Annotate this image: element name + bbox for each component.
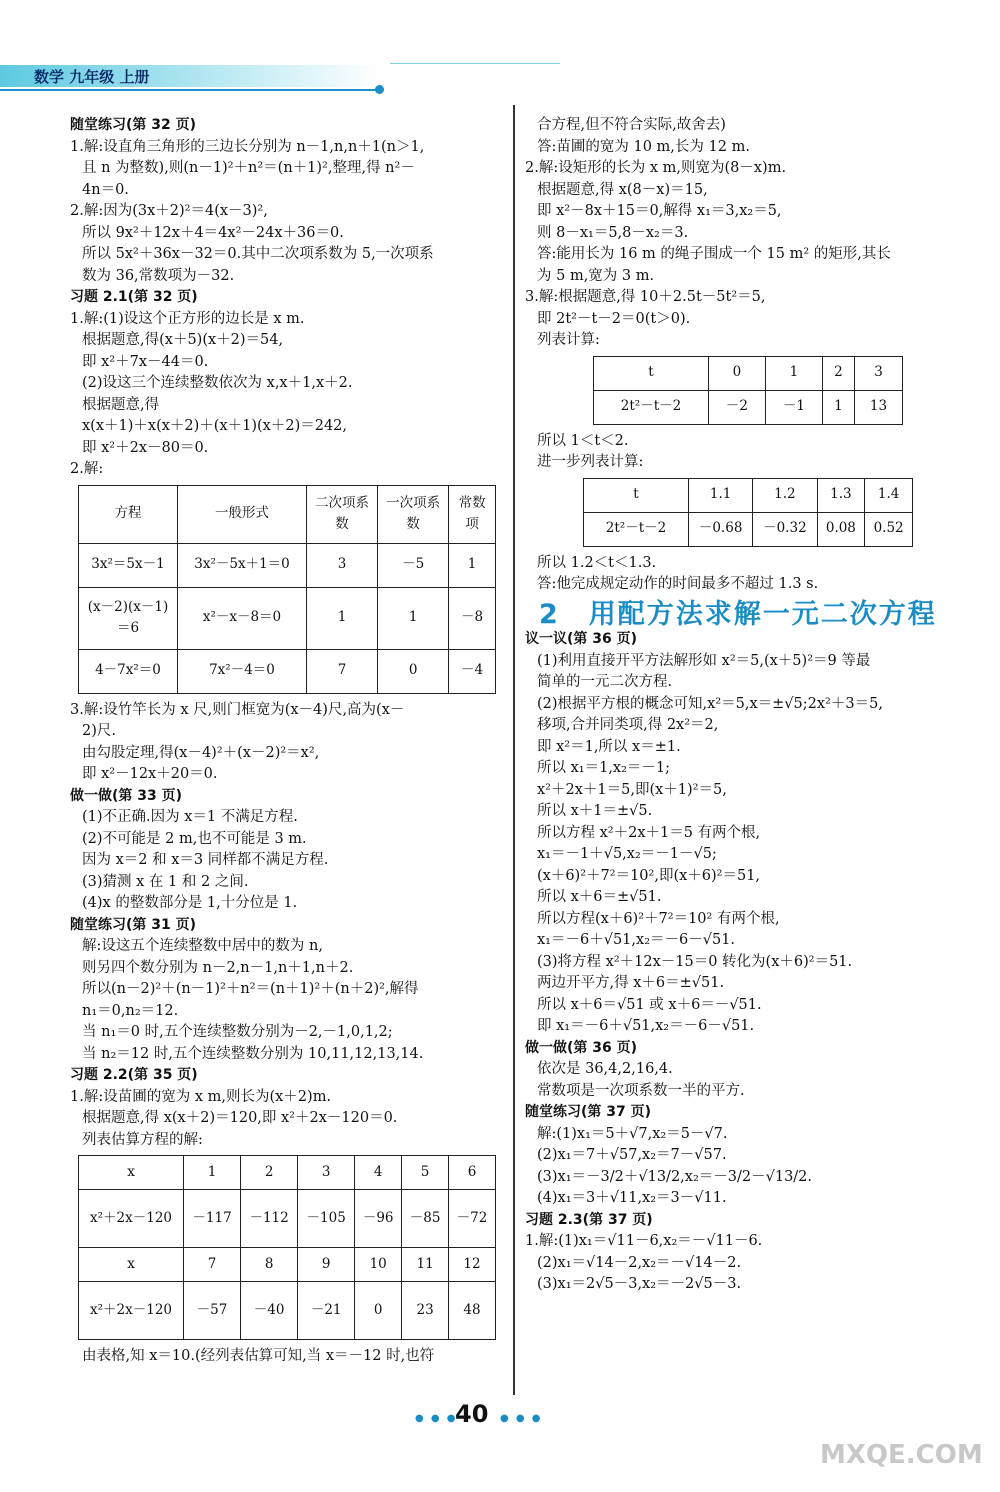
table-t-values [593, 356, 903, 425]
table-cell: 9 [298, 1248, 355, 1282]
table-cell: 0 [378, 649, 449, 693]
text-line: 即 x²＝1,所以 x＝±1. [537, 738, 681, 755]
column-divider [513, 105, 515, 1395]
text-line: (2)x₁＝7＋√57,x₂＝7－√57. [537, 1147, 727, 1163]
table-cell: 1 [378, 587, 449, 649]
table-cell: 7 [184, 1248, 241, 1282]
table-row [79, 1248, 496, 1282]
section-heading: 习题 2.3(第 37 页) [525, 1211, 653, 1228]
text-line: 1.解:设苗圃的宽为 x m,则长为(x＋2)m. [70, 1088, 332, 1105]
text-line: (4)x₁＝3＋√11,x₂＝3－√11. [537, 1190, 727, 1206]
table-cell: 2t²－t－2 [594, 390, 709, 424]
text-line: 即 2t²－t－2＝0(t＞0). [537, 310, 691, 327]
table-cell: －105 [298, 1190, 355, 1248]
table-cell: －0.68 [689, 512, 753, 546]
table-cell: －2 [709, 390, 766, 424]
table-row [79, 1190, 496, 1248]
text-line: 列表估算方程的解: [82, 1131, 203, 1148]
table-header-cell: 一次项系数 [378, 485, 449, 543]
text-line: 即 x²＋2x－80＝0. [82, 439, 209, 456]
text-line: 根据题意,得 [82, 396, 160, 413]
header-title: 数学 九年级 上册 [34, 68, 150, 86]
text-line: 简单的一元二次方程. [537, 674, 673, 690]
table-equations [78, 485, 496, 694]
section-heading: 随堂练习(第 32 页) [70, 117, 197, 133]
text-line: (2)根据平方根的概念可知,x²＝5,x＝±√5;2x²＋3＝5, [537, 695, 883, 712]
table-cell: x [79, 1156, 184, 1190]
text-line: 合方程,但不符合实际,故舍去) [537, 117, 726, 133]
table-cell: 3 [855, 356, 903, 390]
text-line: 所以 1＜t＜2. [537, 432, 629, 449]
table-cell: 10 [355, 1248, 402, 1282]
right-block-4 [525, 629, 970, 1296]
table-row [79, 1282, 496, 1340]
text-line: 所以 x＋6＝√51 或 x＋6＝－√51. [537, 996, 762, 1013]
text-line: 当 n₂＝12 时,五个连续整数分别为 10,11,12,13,14. [82, 1045, 424, 1062]
table-row [594, 356, 903, 390]
table-cell: －0.32 [753, 512, 817, 546]
table-cell: －112 [241, 1190, 298, 1248]
table-cell: －57 [184, 1282, 241, 1340]
text-line: (1)不正确.因为 x＝1 不满足方程. [82, 809, 298, 825]
text-line: 依次是 36,4,2,16,4. [537, 1061, 673, 1077]
text-line: 则另四个数分别为 n－2,n－1,n＋1,n＋2. [82, 959, 354, 976]
table-cell: 0 [709, 356, 766, 390]
table-cell: －5 [378, 543, 449, 587]
table-cell: －117 [184, 1190, 241, 1248]
page-dots-right: ● ● ● [500, 1413, 543, 1424]
table-cell: 7 [307, 649, 378, 693]
table-cell: t [594, 356, 709, 390]
text-line: 3.解:设竹竿长为 x 尺,则门框宽为(x－4)尺,高为(x－ [70, 701, 405, 718]
table-cell: 1 [765, 356, 822, 390]
table-row [584, 512, 913, 546]
table-row [79, 1156, 496, 1190]
text-line: (3)将方程 x²＋12x－15＝0 转化为(x＋6)²＝51. [537, 953, 853, 970]
text-line: x²＋2x＋1＝5,即(x＋1)²＝5, [537, 781, 727, 798]
text-line: 即 x²＋7x－44＝0. [82, 353, 209, 370]
table-cell: 1.1 [689, 478, 753, 512]
table-cell: x²－x－8＝0 [178, 587, 307, 649]
text-line: 2)尺. [82, 723, 116, 739]
table-header-cell: 常数项 [449, 485, 496, 543]
section-heading: 随堂练习(第 31 页) [70, 916, 197, 933]
text-line: 3.解:根据题意,得 10＋2.5t－5t²＝5, [525, 289, 766, 305]
table-cell: 2t²－t－2 [584, 512, 689, 546]
table-cell: 1 [822, 390, 854, 424]
table-cell: －1 [765, 390, 822, 424]
text-line: 2.解:因为(3x＋2)²＝4(x－3)², [70, 203, 268, 219]
table-cell: －40 [241, 1282, 298, 1340]
table-row [79, 587, 496, 649]
table-cell: －4 [449, 649, 496, 693]
header-rule [0, 89, 380, 91]
table-cell: －96 [355, 1190, 402, 1248]
text-line: 所以 5x²＋36x－32＝0.其中二次项系数为 5,一次项系 [82, 246, 434, 262]
text-line: (1)利用直接开平方法解形如 x²＝5,(x＋5)²＝9 等最 [537, 652, 871, 669]
table-cell: 13 [855, 390, 903, 424]
table-t-refined [583, 478, 913, 547]
section-title: 2 用配方法求解一元二次方程 [539, 598, 937, 630]
text-line: (x＋6)²＋7²＝10²,即(x＋6)²＝51, [537, 867, 761, 884]
watermark: MXQE.COM [820, 1440, 983, 1470]
text-line: 所以方程 x²＋2x＋1＝5 有两个根, [537, 824, 761, 841]
text-line: 1.解:(1)设这个正方形的边长是 x m. [70, 310, 305, 327]
text-line: 答:能用长为 16 m 的绳子围成一个 15 m² 的矩形,其长 [537, 246, 891, 262]
table-cell: 3x²－5x＋1＝0 [178, 543, 307, 587]
table-cell: 1 [449, 543, 496, 587]
text-line: 即 x₁＝－6＋√51,x₂＝－6－√51. [537, 1018, 755, 1034]
text-line: 数为 36,常数项为－32. [82, 267, 235, 284]
text-line: (2)不可能是 2 m,也不可能是 3 m. [82, 830, 307, 847]
table-header-cell: 方程 [79, 485, 178, 543]
table-cell: －72 [449, 1190, 496, 1248]
text-line: 当 n₁＝0 时,五个连续整数分别为－2,－1,0,1,2; [82, 1024, 393, 1040]
left-block-2 [70, 700, 500, 1152]
table-cell: 2 [822, 356, 854, 390]
table-cell: t [584, 478, 689, 512]
text-line: 移项,合并同类项,得 2x²＝2, [537, 717, 719, 733]
text-line: 为 5 m,宽为 3 m. [537, 267, 655, 284]
text-line: 两边开平方,得 x＋6＝±√51. [537, 975, 725, 991]
table-header-cell: 二次项系数 [307, 485, 378, 543]
left-column [70, 115, 500, 1368]
text-line: 4n＝0. [82, 181, 129, 198]
section-heading: 习题 2.1(第 32 页) [70, 289, 198, 305]
table-cell: 4－7x²＝0 [79, 649, 178, 693]
page-header [0, 55, 560, 95]
table-cell: 23 [402, 1282, 449, 1340]
table-cell: 6 [449, 1156, 496, 1190]
table-cell: 0.52 [865, 512, 913, 546]
left-block-1 [70, 115, 500, 481]
table-cell: 5 [402, 1156, 449, 1190]
text-line: 进一步列表计算: [537, 454, 644, 470]
page-dots-left: ● ● ● [415, 1413, 458, 1424]
text-line: 所以 x＋6＝±√51. [537, 889, 662, 905]
section-heading: 做一做(第 33 页) [70, 787, 183, 804]
table-cell: (x－2)(x－1)＝6 [79, 587, 178, 649]
table-cell: x²＋2x－120 [79, 1282, 184, 1340]
table-cell: x²＋2x－120 [79, 1190, 184, 1248]
text-line: 答:他完成规定动作的时间最多不超过 1.3 s. [537, 576, 819, 592]
header-dot [375, 85, 384, 94]
text-line: (3)x₁＝2√5－3,x₂＝－2√5－3. [537, 1276, 742, 1292]
text-line: 即 x²－8x＋15＝0,解得 x₁＝3,x₂＝5, [537, 203, 782, 219]
table-cell: 0.08 [817, 512, 865, 546]
section-heading: 议一议(第 36 页) [525, 631, 638, 647]
text-line: 2.解: [70, 461, 104, 477]
text-line: n₁＝0,n₂＝12. [82, 1002, 179, 1019]
table-cell: 4 [355, 1156, 402, 1190]
table-cell: 3 [307, 543, 378, 587]
text-line: 所以 x₁＝1,x₂＝－1; [537, 760, 671, 776]
text-line: 根据题意,得(x＋5)(x＋2)＝54, [82, 332, 284, 348]
text-line: 常数项是一次项系数一半的平方. [537, 1082, 745, 1099]
text-line: (3)x₁＝－3/2＋√13/2,x₂＝－3/2－√13/2. [537, 1168, 813, 1185]
text-line: 根据题意,得 x(8－x)＝15, [537, 181, 708, 198]
table-cell: 3 [298, 1156, 355, 1190]
text-line: 2.解:设矩形的长为 x m,则宽为(8－x)m. [525, 160, 787, 176]
table-estimate [78, 1155, 496, 1340]
text-line: 因为 x＝2 和 x＝3 同样都不满足方程. [82, 852, 329, 868]
text-line: 由表格,知 x＝10.(经列表估算可知,当 x＝－12 时,也符 [82, 1348, 435, 1364]
right-column [525, 115, 970, 1296]
text-line: 列表计算: [537, 332, 600, 348]
text-line: 由勾股定理,得(x－4)²＋(x－2)²＝x², [82, 744, 320, 761]
text-line: 所以(n－2)²＋(n－1)²＋n²＝(n＋1)²＋(n＋2)²,解得 [82, 981, 419, 997]
table-cell: 1.4 [865, 478, 913, 512]
table-cell: 7x²－4＝0 [178, 649, 307, 693]
right-block-1 [525, 115, 970, 352]
text-line: 1.解:设直角三角形的三边长分别为 n－1,n,n＋1(n＞1, [70, 138, 425, 155]
right-block-2 [525, 431, 970, 474]
text-line: 所以 x＋1＝±√5. [537, 803, 653, 819]
page-number: 40 [455, 1400, 489, 1428]
right-block-3 [525, 553, 970, 596]
table-cell: 48 [449, 1282, 496, 1340]
text-line: 且 n 为整数),则(n－1)²＋n²＝(n＋1)²,整理,得 n²－ [82, 160, 415, 176]
text-line: 所以方程(x＋6)²＋7²＝10² 有两个根, [537, 910, 780, 927]
text-line: 根据题意,得 x(x＋2)＝120,即 x²＋2x－120＝0. [82, 1110, 398, 1126]
table-cell: －85 [402, 1190, 449, 1248]
text-line: x(x＋1)＋x(x＋2)＋(x＋1)(x＋2)＝242, [82, 418, 348, 434]
text-line: x₁＝－6＋√51,x₂＝－6－√51. [537, 932, 736, 948]
text-line: x₁＝－1＋√5,x₂＝－1－√5; [537, 846, 717, 862]
text-line: 解:(1)x₁＝5＋√7,x₂＝5－√7. [537, 1125, 728, 1142]
table-cell: 2 [241, 1156, 298, 1190]
text-line: 解:设这五个连续整数中居中的数为 n, [82, 938, 323, 954]
table-cell: x [79, 1248, 184, 1282]
text-line: (2)设这三个连续整数依次为 x,x＋1,x＋2. [82, 375, 353, 391]
text-line: (2)x₁＝√14－2,x₂＝－√14－2. [537, 1254, 742, 1271]
table-row [79, 649, 496, 693]
section-heading: 习题 2.2(第 35 页) [70, 1067, 198, 1083]
table-cell: 1.3 [817, 478, 865, 512]
text-line: 答:苗圃的宽为 10 m,长为 12 m. [537, 138, 750, 155]
table-cell: 1 [307, 587, 378, 649]
table-cell: 12 [449, 1248, 496, 1282]
text-line: 1.解:(1)x₁＝√11－6,x₂＝－√11－6. [525, 1233, 763, 1249]
left-block-3 [70, 1346, 500, 1368]
table-cell: 1.2 [753, 478, 817, 512]
table-header-row [79, 485, 496, 543]
text-line: 即 x²－12x＋20＝0. [82, 766, 218, 782]
text-line: 所以 1.2＜t＜1.3. [537, 554, 657, 571]
table-cell: 8 [241, 1248, 298, 1282]
table-cell: 11 [402, 1248, 449, 1282]
text-line: (3)猜测 x 在 1 和 2 之间. [82, 873, 249, 890]
text-line: (4)x 的整数部分是 1,十分位是 1. [82, 895, 298, 911]
table-row [594, 390, 903, 424]
table-cell: 1 [184, 1156, 241, 1190]
table-row [79, 543, 496, 587]
text-line: 所以 9x²＋12x＋4＝4x²－24x＋36＝0. [82, 224, 344, 241]
table-cell: －21 [298, 1282, 355, 1340]
header-rule-right [390, 63, 560, 64]
section-heading: 随堂练习(第 37 页) [525, 1104, 652, 1120]
table-cell: 3x²＝5x－1 [79, 543, 178, 587]
table-cell: 0 [355, 1282, 402, 1340]
table-header-cell: 一般形式 [178, 485, 307, 543]
text-line: 则 8－x₁＝5,8－x₂＝3. [537, 224, 689, 241]
table-cell: －8 [449, 587, 496, 649]
section-heading: 做一做(第 36 页) [525, 1039, 638, 1056]
table-row [584, 478, 913, 512]
